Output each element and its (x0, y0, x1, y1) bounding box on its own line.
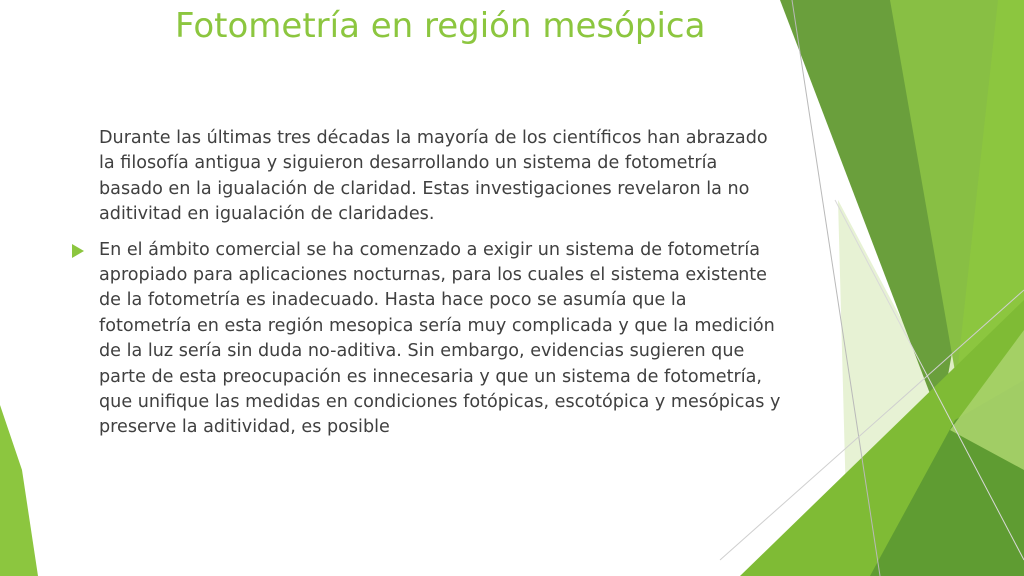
paragraph-1-text: Durante las últimas tres décadas la mayoría de los científicos han abrazado la filosofía antigua y siguieron desarrollando un sistema de fotometría basado en la igualación de claridad. Estas investigaciones revelaron la no aditivitad en igualación de claridades. (99, 128, 768, 225)
slide-body (72, 126, 784, 451)
paragraph-2-text: En el ámbito comercial se ha comenzado a exigir un sistema de fotometría apropiado para aplicaciones nocturnas, para los cuales el sistema existente de la fotometría es inadecuado. Hasta hace poco se asumía que la fotometría en esta región mesopica sería muy complicada y que la medición de la luz sería sin duda no-aditiva. Sin embargo, evidencias sugieren que parte de esta preocupación es innecesaria y que un sistema de fotometría, que unifique las medidas en condiciones fotópicas, escotópica y mesópicas y preserve la aditividad, es posible (99, 239, 781, 438)
triangle-bullet-icon (72, 244, 84, 258)
paragraph-2 (72, 238, 784, 441)
paragraph-1 (72, 126, 784, 228)
left-green-facet (0, 405, 38, 576)
slide-title: Fotometría en región mesópica (175, 6, 706, 46)
